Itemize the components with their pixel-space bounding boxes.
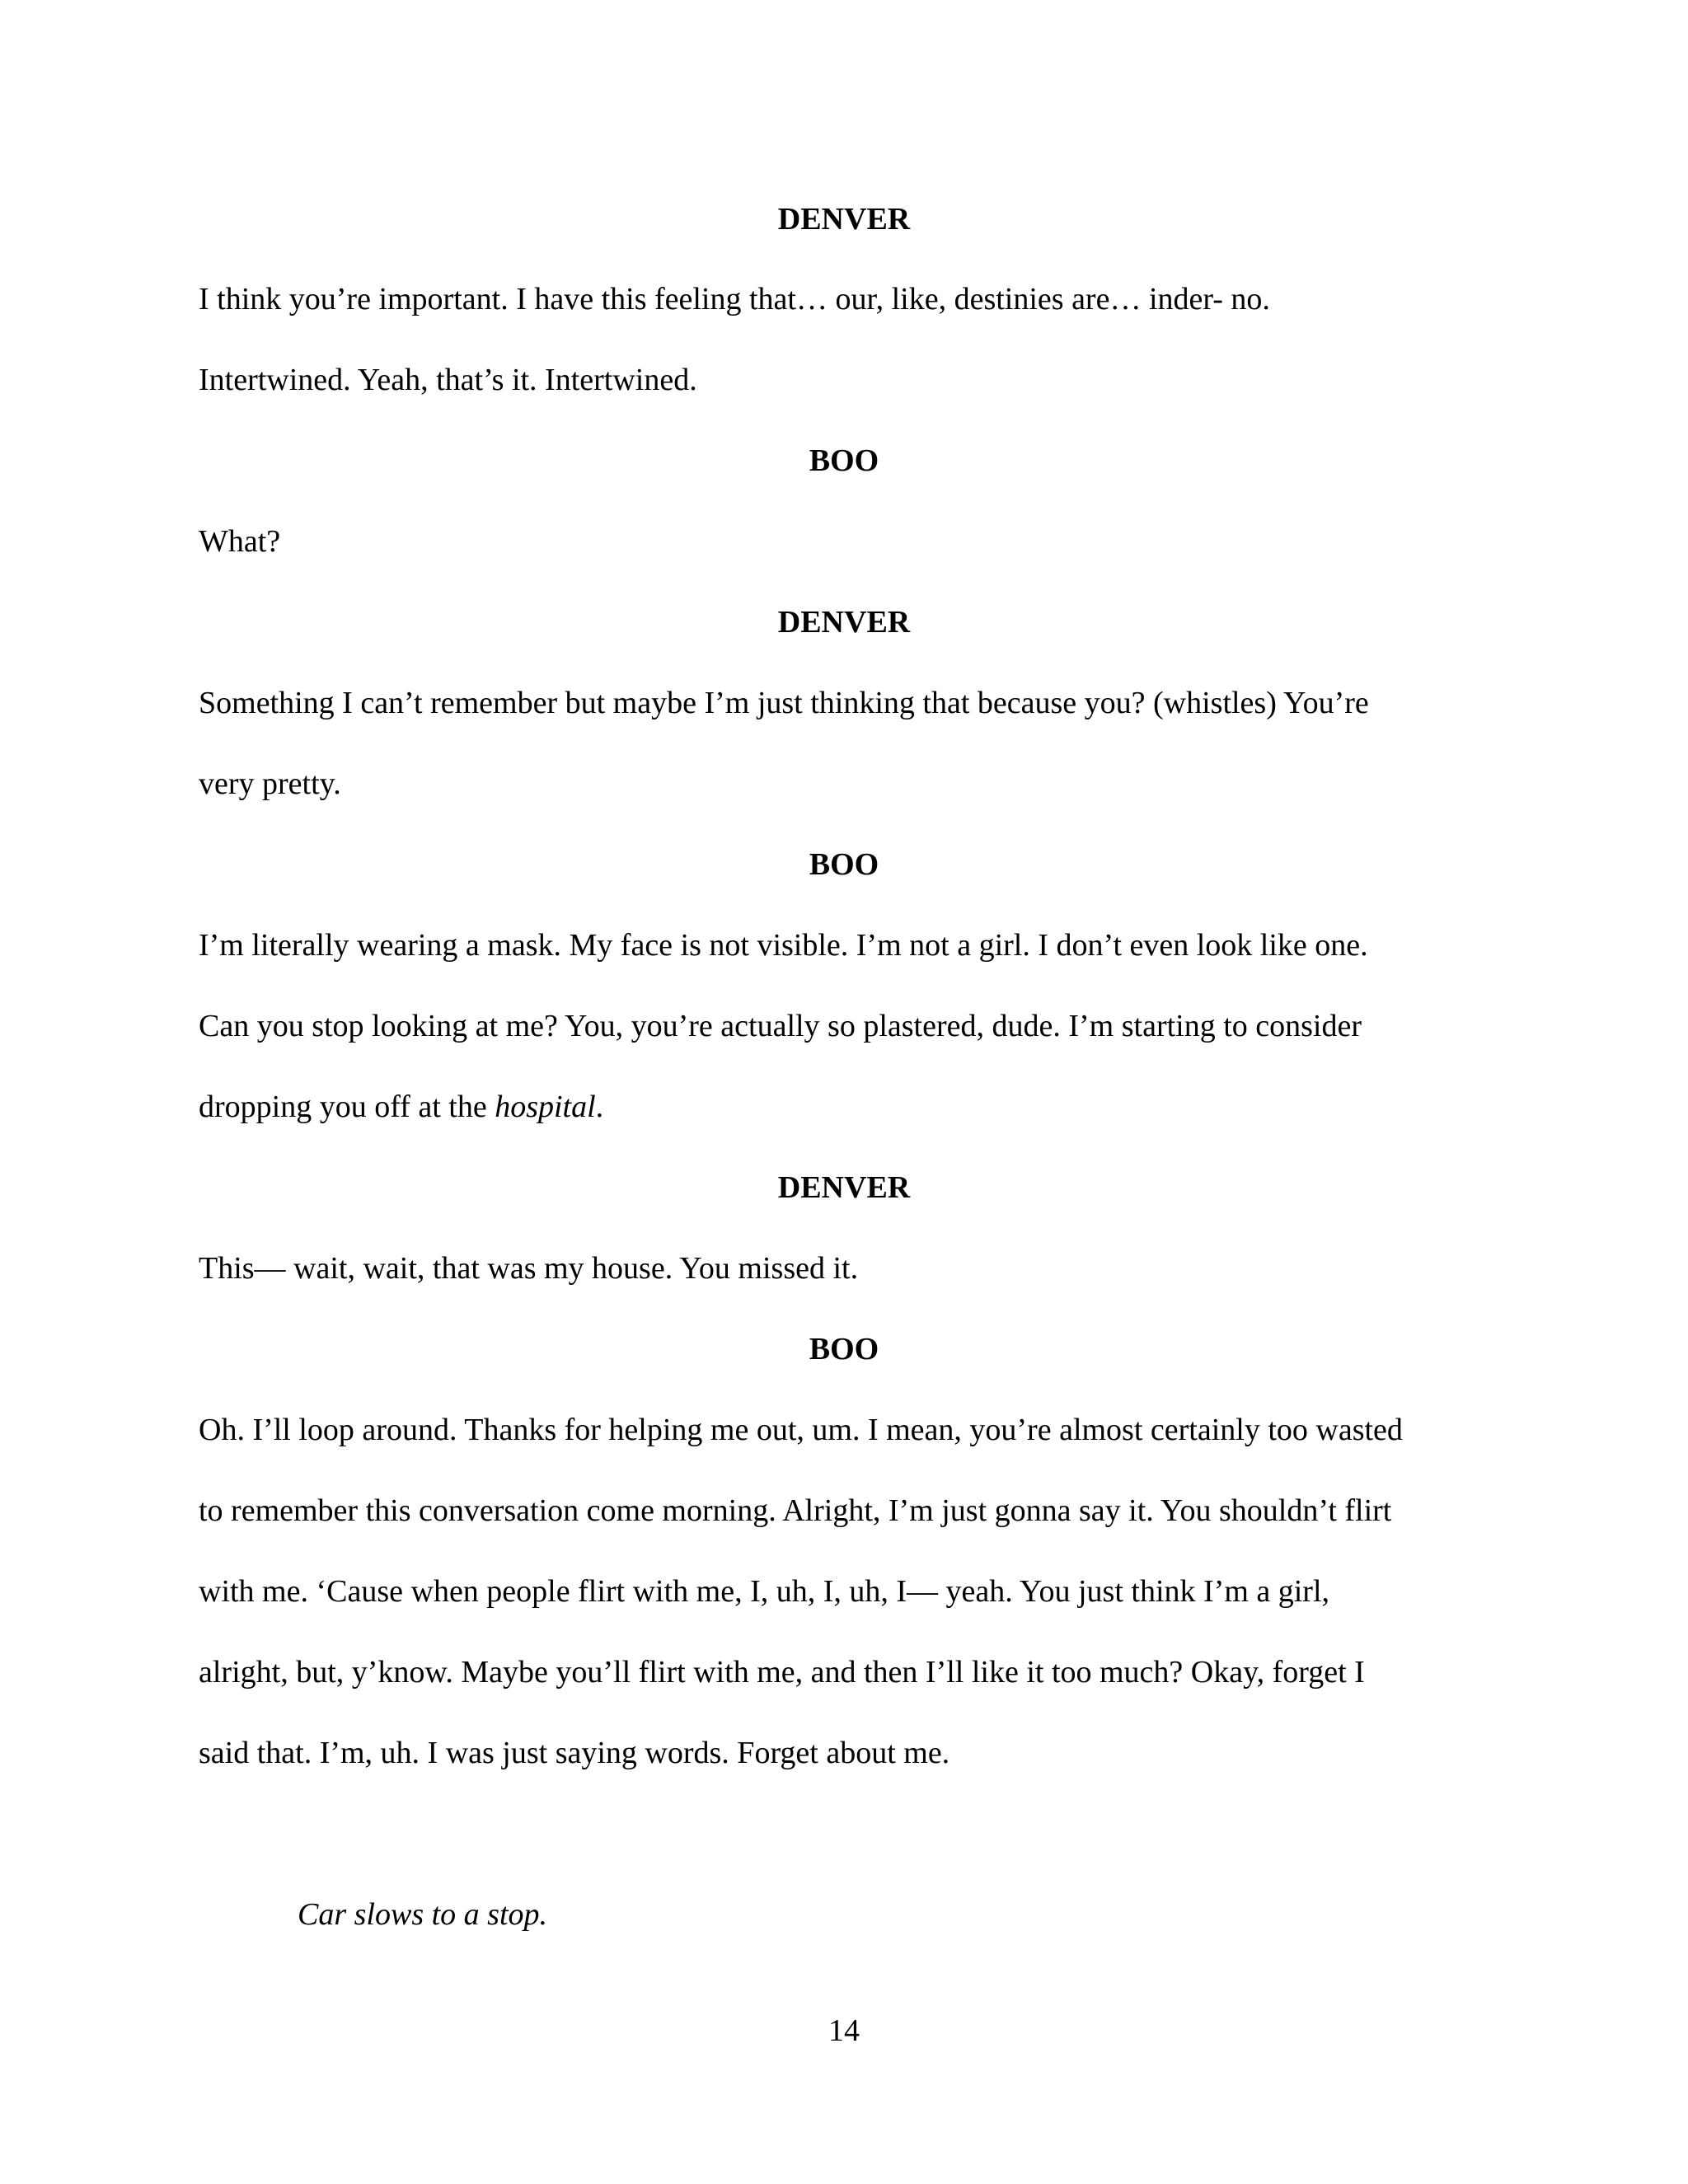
speaker-name: BOO: [809, 847, 879, 882]
dialogue-text: .: [595, 1090, 604, 1124]
dialogue-line: [199, 1090, 603, 1123]
dialogue-line: Something I can’t remember but maybe I’m just thinking that because you? (whistles) You’re: [199, 686, 1369, 720]
speaker-name: BOO: [809, 1332, 879, 1366]
dialogue-line: very pretty.: [199, 766, 341, 801]
speaker-name: DENVER: [777, 605, 911, 640]
dialogue-line: Can you stop looking at me? You, you’re actually so plastered, dude. I’m starting to consider: [199, 1009, 1362, 1043]
emphasized-word: hospital: [495, 1090, 596, 1124]
dialogue-line: said that. I’m, uh. I was just saying words. Forget about me.: [199, 1736, 950, 1770]
speaker-name: BOO: [809, 443, 879, 478]
speaker-name: DENVER: [777, 202, 911, 237]
dialogue-text: dropping you off at the: [199, 1090, 495, 1124]
speaker-name: DENVER: [777, 1170, 911, 1205]
dialogue-line: I’m literally wearing a mask. My face is not visible. I’m not a girl. I don’t even look like one.: [199, 928, 1368, 963]
dialogue-line: What?: [199, 524, 281, 559]
dialogue-line: Intertwined. Yeah, that’s it. Intertwined.: [199, 363, 697, 397]
dialogue-line: to remember this conversation come morning. Alright, I’m just gonna say it. You shouldn’t flirt: [199, 1493, 1392, 1528]
page-number: 14: [828, 2013, 860, 2048]
stage-direction: Car slows to a stop.: [298, 1897, 548, 1932]
dialogue-line: with me. ‘Cause when people flirt with me, I, uh, I, uh, I— yeah. You just think I’m a girl,: [199, 1574, 1330, 1609]
dialogue-line: I think you’re important. I have this feeling that… our, like, destinies are… inder- no.: [199, 282, 1270, 316]
dialogue-line: This— wait, wait, that was my house. You missed it.: [199, 1251, 859, 1286]
dialogue-line: Oh. I’ll loop around. Thanks for helping me out, um. I mean, you’re almost certainly too wasted: [199, 1413, 1403, 1447]
dialogue-line: alright, but, y’know. Maybe you’ll flirt with me, and then I’ll like it too much? Okay, forget I: [199, 1655, 1365, 1690]
